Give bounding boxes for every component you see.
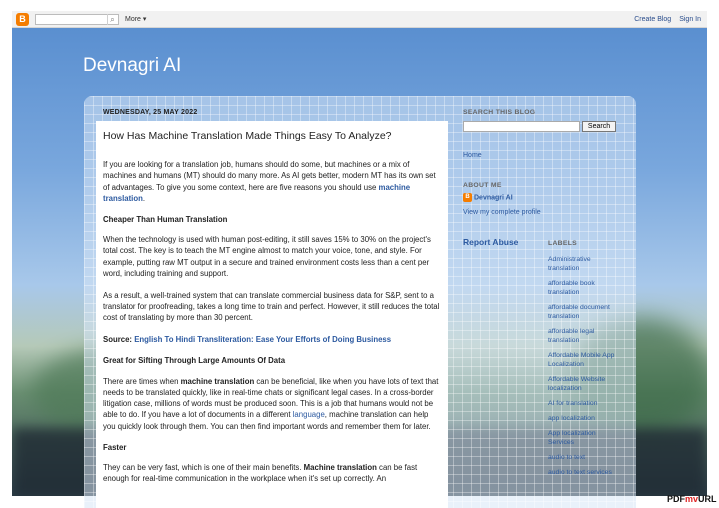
machine-translation-link[interactable]: machine translation — [103, 182, 411, 203]
labels-heading: LABELS — [548, 240, 577, 247]
post-paragraph: As a result, a well-trained system that can translate commercial business data for S&P, sent to a translator for proofreading, takes a long time to train and perfect. However, it still reduces the total cost of translating by more than 30 percent. — [103, 290, 440, 323]
source-line: Source: English To Hindi Transliteration: Ease Your Efforts of Doing Business — [103, 335, 392, 345]
search-icon[interactable]: ⌕ — [107, 14, 117, 25]
blog-title[interactable]: Devnagri AI — [83, 55, 182, 76]
post-paragraph: If you are looking for a translation job, humans should do some, but machines or a mix of machines and humans (MT) should do many more. As AI gets better, modern MT has its own set of advantages. To give you some context, here are five reasons you should use machine translation. — [103, 160, 436, 203]
blogger-logo-icon[interactable]: B — [16, 13, 29, 26]
blog-search-input[interactable] — [463, 121, 580, 132]
view-profile-link[interactable]: View my complete profile — [463, 209, 541, 216]
navbar-search-input[interactable] — [35, 14, 119, 25]
label-link[interactable]: Administrative translation — [548, 256, 591, 272]
post-body — [96, 121, 448, 508]
more-menu[interactable]: More ▾ — [125, 16, 147, 23]
post-subheading: Great for Sifting Through Large Amounts Of Data — [103, 356, 286, 366]
about-heading: ABOUT ME — [463, 182, 502, 189]
label-link[interactable]: audio to text services — [548, 469, 612, 476]
label-link[interactable]: affordable legal translation — [548, 328, 595, 344]
label-link[interactable]: affordable document translation — [548, 304, 610, 320]
source-link[interactable]: English To Hindi Transliteration: Ease Your Efforts of Doing Business — [134, 335, 392, 345]
profile-name-link[interactable]: B Devnagri AI — [463, 193, 513, 202]
create-blog-link[interactable]: Create Blog — [634, 15, 672, 23]
post-subheading: Faster — [103, 442, 127, 452]
label-link[interactable]: audio to text — [548, 454, 586, 461]
pdfmyurl-logo: PDFmvURL — [667, 494, 717, 504]
label-link[interactable]: Affordable Website localization — [548, 376, 606, 392]
blogger-profile-icon: B — [463, 193, 472, 202]
label-link[interactable]: Affordable Mobile App Localization — [548, 352, 615, 368]
sign-in-link[interactable]: Sign In — [679, 15, 701, 23]
post-date: WEDNESDAY, 25 MAY 2022 — [103, 109, 198, 116]
label-link[interactable]: App localization Services — [548, 430, 596, 446]
post-subheading: Cheaper Than Human Translation — [103, 214, 228, 224]
labels-list — [548, 255, 623, 483]
search-button[interactable]: Search — [582, 121, 616, 132]
search-heading: SEARCH THIS BLOG — [463, 109, 536, 116]
post-paragraph: There are times when machine translation can be beneficial, like when you have lots of text that needs to be translated quickly, like in real-time chats or significant legal cases. In a cross-border litigation case, millions of words must be produced soon. This is a job that humans would not be able to do. If you have a lot of documents in a different language, machine translation can help you quickly look through them. You can then find important words and remember them for later. — [103, 376, 439, 431]
blogger-navbar — [12, 11, 707, 28]
post-paragraph: They can be very fast, which is one of their main benefits. Machine translation can be fast enough for real-time communication in the workplace when it's set up correctly. An — [103, 463, 418, 484]
post-title[interactable]: How Has Machine Translation Made Things Easy To Analyze? — [103, 130, 392, 142]
label-link[interactable]: affordable book translation — [548, 280, 595, 296]
label-link[interactable]: AI for translation — [548, 400, 598, 407]
language-link[interactable]: language — [292, 410, 325, 420]
label-link[interactable]: app localization — [548, 415, 595, 422]
post-paragraph: When the technology is used with human post-editing, it still saves 15% to 30% on the project's total cost. The key is to teach the MT engine almost to match your voice, tone, and style. For example, putting raw MT output in a secure and trained environment costs less than a cent per word, including training and support. — [103, 235, 431, 279]
home-link[interactable]: Home — [463, 152, 482, 159]
report-abuse-link[interactable]: Report Abuse — [463, 237, 519, 247]
